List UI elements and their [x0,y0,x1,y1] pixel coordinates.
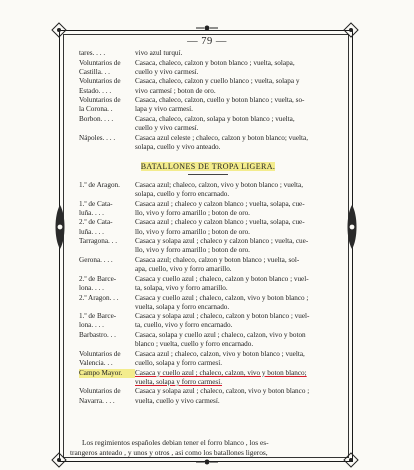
corner-ornament-bottom-right [343,452,359,468]
entry-row [79,256,337,274]
entry-term: 2.º de Barce- lona. . . . [79,274,117,292]
entry-term: Nápoles. . . . [79,133,116,142]
entry-row [79,181,337,199]
entry-term: Barbastro. . . [79,331,116,340]
entry-row [79,96,337,114]
entry-definition: Casaca, solapa y cuello azul ; chaleco, calzon, vivo y boton blanco ; vuelta, cuello y forro encarnado. [135,331,306,349]
entry-definition: Casaca azul ; chaleco y calzon blanco ; vuelta, solapa, cue- llo, vivo y forro amarillo ; boton de oro. [135,199,305,217]
regiment-list [79,49,337,152]
entry-row [79,331,337,349]
entry-row [79,49,337,58]
entry-term: Gerona. . . . [79,256,113,265]
entry-definition: vivo azul turquí. [135,49,183,57]
entry-row [79,387,337,405]
entry-term: tares. . . . [79,49,106,57]
entry-term: 2.º de Cata- luña. . . . [79,218,113,236]
entry-row [79,115,337,133]
entry-definition: Casaca, chaleco, calzon y cuello blanco ; vuelta, solapa y vivo carmesí ; boton de oro. [135,77,300,95]
entry-row [79,218,337,236]
entry-term: 2.º Aragon. . . [79,293,119,302]
entry-definition: Casaca azul; chaleco, calzon, vivo y boton blanco ; vuelta, solapa, cuello y forro encarnado. [135,180,304,198]
entry-term: 1.º de Barce- lona. . . . [79,312,117,330]
entry-row [79,59,337,77]
entry-term: Campo Mayor. [79,369,135,378]
entry-definition: Casaca, chaleco, calzon y boton blanco ; vuelta, solapa, cuello y vivo carmesí. [135,58,295,76]
side-ornament-left [53,205,67,249]
entry-definition: Casaca y solapa azul ; chaleco y calzon blanco ; vuelta, cue- llo, vivo y forro amarillo ; boton de oro. [135,237,309,255]
section-rule [188,174,228,175]
top-ornament [196,24,218,32]
entry-definition: Casaca azul ; chaleco y calzon blanco ; vuelta, solapa, cue- llo, vivo y forro amarillo ; boton de oro. [135,218,305,236]
page-number: — 79 — [187,36,227,47]
page-content [79,49,337,406]
entry-term: Borbon. . . . [79,115,114,124]
entry-definition: Casaca, chaleco, calzon, solapa y boton blanco ; vuelta, cuello y vivo carmesí. [135,115,295,133]
entry-row [79,77,337,95]
entry-definition: Casaca azul ; chaleco, calzon, vivo y boton blanco ; vuelta, cuello, solapa y forro carmesí. [135,349,305,368]
entry-row [79,312,337,330]
footer-paragraph: Los regimientos españoles debian tener el forro blanco , los es- trangeros anteado , y unos y otros , asi como los batallones ligeros, [70,438,269,457]
entry-term: 1.º de Aragon. [79,180,120,189]
battalion-list [79,181,337,406]
side-ornament-right [345,205,359,249]
entry-definition: Casaca y cuello azul ; chaleco, calzon y boton blanco ; vuel- ta, solapa, vivo y forro amarillo. [135,274,309,292]
entry-definition: Casaca, chaleco, calzon, cuello y boton blanco ; vuelta, so- lapa y vivo carmesí. [135,96,305,114]
entry-term: 1.º de Cata- luña. . . . [79,199,113,217]
entry-term: Voluntarios de Valencia. . . [79,349,121,368]
entry-definition: Casaca y cuello azul ; chaleco, calzon, vivo y boton blanco ; vuelta, solapa y forro encarnado. [135,293,309,311]
bottom-ornament [196,458,218,466]
entry-term: Voluntarios de la Corona. . [79,96,121,114]
entry-row [79,350,337,368]
entry-definition: Casaca y solapa azul ; chaleco, calzon, vivo y boton blanco ; vuelta, cuello y vivo carmesí. [135,387,310,405]
entry-term: Voluntarios de Navarra. . . . [79,387,121,405]
entry-row [79,134,337,152]
entry-term: Voluntarios de Estado. . . . [79,77,121,95]
entry-row [79,275,337,293]
entry-row [79,237,337,255]
entry-row [79,200,337,218]
corner-ornament-bottom-left [51,452,67,468]
entry-term: Voluntarios de Castilla. . . [79,58,121,76]
entry-definition: Casaca azul; chaleco, calzon y boton blanco ; vuelta, sol- apa, cuello, vivo y forro amarillo. [135,256,300,274]
entry-definition: Casaca y cuello azul ; chaleco, calzon, vivo y boton blanco; vuelta, solapa y forro carmesí. [135,368,307,386]
entry-row [79,369,337,387]
entry-term: Tarragona. . . [79,237,118,246]
entry-row [79,294,337,312]
section-title: BATALLONES DE TROPA LIGERA. [140,162,276,171]
entry-definition: Casaca azul celeste ; chaleco, calzon y boton blanco; vuelta, solapa, cuello y vivo anteado. [135,133,309,151]
entry-definition: Casaca y solapa azul ; chaleco, calzon y boton blanco ; vuel- ta, cuello, vivo y forro encarnado. [135,312,310,330]
